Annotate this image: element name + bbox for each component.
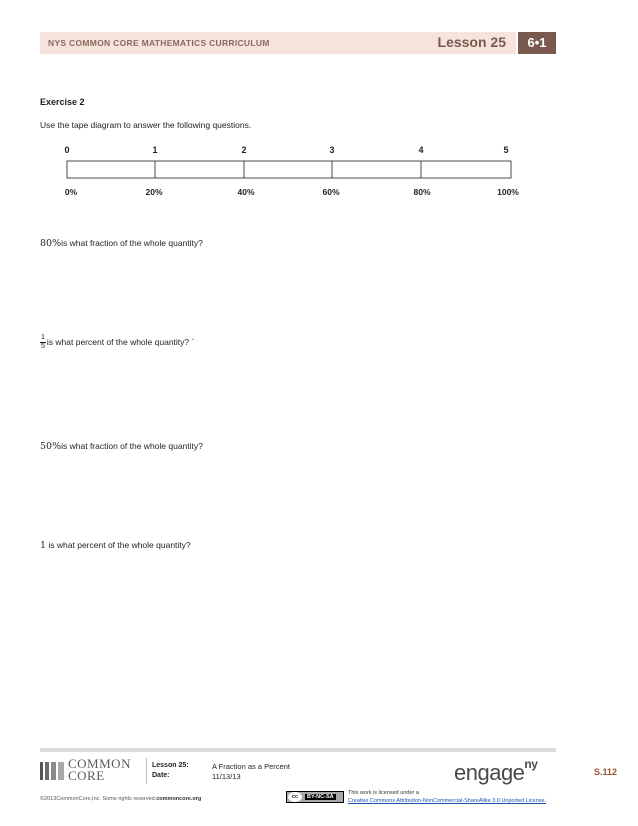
- footer-rule: [40, 748, 556, 752]
- footer-date-label: Date:: [152, 772, 170, 779]
- common-core-logo-icon: [40, 760, 66, 782]
- tape-bottom-label: 20%: [145, 187, 163, 197]
- question-math: 80%: [40, 238, 62, 249]
- fraction: [40, 334, 46, 351]
- footer-lesson-label: Lesson 25:: [152, 762, 189, 769]
- question-text: is what fraction of the whole quantity?: [61, 441, 203, 451]
- engageny-superscript: ny: [524, 756, 538, 771]
- exercise-instruction: Use the tape diagram to answer the following questions.: [40, 120, 252, 130]
- common-core-wordmark: [68, 758, 131, 782]
- question-math: 50%: [40, 441, 62, 452]
- license-intro: This work is licensed under a: [348, 790, 419, 796]
- footer-divider: [146, 758, 147, 784]
- cc-icon: cc: [288, 792, 302, 802]
- question-text: is what percent of the whole quantity?: [46, 540, 191, 550]
- tape-diagram-svg: [40, 142, 540, 202]
- cc-badge-text: BY-NC-SA: [307, 794, 334, 800]
- tape-top-label: 4: [418, 145, 424, 155]
- logo-line-2: CORE: [68, 768, 105, 783]
- tape-top-label: 1: [152, 145, 158, 155]
- copyright-site: commoncore.org: [156, 796, 202, 802]
- tape-top-label: 5: [503, 145, 509, 155]
- fraction-numerator: 1: [41, 334, 45, 341]
- curriculum-title: NYS COMMON CORE MATHEMATICS CURRICULUM: [48, 38, 270, 48]
- engageny-wordmark: engage: [454, 760, 525, 785]
- tape-bottom-label: 60%: [322, 187, 340, 197]
- tape-bottom-label: 40%: [237, 187, 255, 197]
- question-3: [40, 441, 203, 452]
- license-link[interactable]: Creative Commons Attribution-NonCommercial-ShareAlike 3.0 Unported License.: [348, 798, 547, 804]
- module-badge: 6•1: [518, 32, 556, 54]
- footer-lesson-value: A Fraction as a Percent: [212, 762, 290, 771]
- tape-bottom-label: 80%: [413, 187, 431, 197]
- engageny-logo: [454, 756, 538, 786]
- logo-line-1: COMMON: [68, 756, 131, 771]
- tape-bar: [67, 161, 511, 178]
- question-math: 1: [40, 540, 47, 551]
- copyright-text: ©2013CommonCore,Inc. Some rights reserved.: [40, 796, 157, 802]
- question-1: [40, 238, 203, 249]
- exercise-title: Exercise 2: [40, 97, 85, 107]
- question-text: is what percent of the whole quantity? `: [46, 336, 195, 347]
- question-2: [40, 334, 194, 351]
- tape-bottom-label: 0%: [64, 187, 78, 197]
- tape-bottom-label: 100%: [497, 187, 519, 197]
- copyright: [40, 796, 201, 802]
- question-text: is what fraction of the whole quantity?: [61, 238, 203, 248]
- tape-diagram: [40, 142, 540, 202]
- page-number: S.112: [594, 767, 618, 777]
- page-header: [40, 32, 556, 54]
- cc-license-badge: [286, 791, 344, 803]
- common-core-logo: [40, 758, 140, 784]
- question-4: [40, 540, 191, 551]
- tape-top-label: 2: [241, 145, 247, 155]
- lesson-title: Lesson 25: [437, 34, 506, 50]
- tape-top-label: 0: [64, 145, 70, 155]
- footer-date-value: 11/13/13: [212, 772, 241, 781]
- fraction-denominator: 5: [41, 343, 45, 350]
- tape-top-label: 3: [329, 145, 335, 155]
